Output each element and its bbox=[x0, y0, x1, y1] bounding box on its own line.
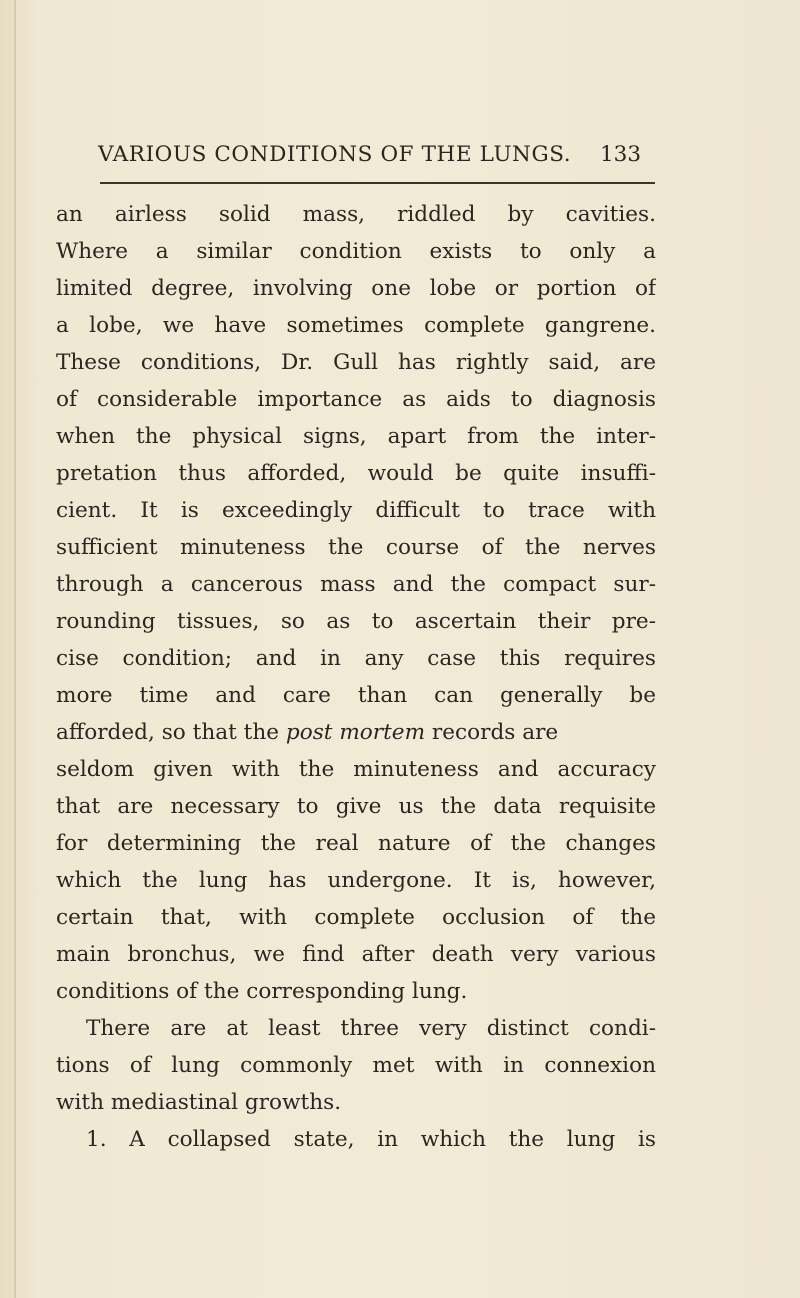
text-line: for determining the real nature of the changes bbox=[56, 831, 656, 856]
text-line: certain that, with complete occlusion of the bbox=[56, 905, 656, 930]
text-line: pretation thus afforded, would be quite insuffi- bbox=[56, 461, 656, 486]
text-line: main bronchus, we find after death very various bbox=[56, 942, 656, 967]
text-line: an airless solid mass, riddled by cavities. bbox=[56, 202, 656, 227]
text-line: conditions of the corresponding lung. bbox=[56, 979, 468, 1004]
text-line: seldom given with the minuteness and accuracy bbox=[56, 757, 656, 782]
text-line: more time and care than can generally be bbox=[56, 683, 656, 708]
text-line: of considerable importance as aids to diagnosis bbox=[56, 387, 656, 412]
text-line: when the physical signs, apart from the inter- bbox=[56, 424, 656, 449]
text-line: that are necessary to give us the data requisite bbox=[56, 794, 656, 819]
page-number: 133 bbox=[600, 142, 642, 167]
text-line: sufficient minuteness the course of the nerves bbox=[56, 535, 656, 560]
body-text bbox=[56, 196, 656, 1158]
text-line: through a cancerous mass and the compact sur- bbox=[56, 572, 656, 597]
text-line: tions of lung commonly met with in connexion bbox=[56, 1053, 656, 1078]
text-segment: afforded, so that the bbox=[56, 720, 286, 745]
text-line: These conditions, Dr. Gull has rightly said, are bbox=[56, 350, 656, 375]
running-head bbox=[98, 142, 658, 172]
text-line: a lobe, we have sometimes complete gangrene. bbox=[56, 313, 656, 338]
text-line: limited degree, involving one lobe or portion of bbox=[56, 276, 656, 301]
header-rule bbox=[100, 182, 655, 184]
italic-phrase: post mortem bbox=[285, 720, 426, 745]
text-line: rounding tissues, so as to ascertain their pre- bbox=[56, 609, 656, 634]
text-line-with-italic bbox=[56, 714, 656, 751]
text-line: There are at least three very distinct condi- bbox=[86, 1016, 656, 1041]
text-line: with mediastinal growths. bbox=[56, 1090, 342, 1115]
text-line: Where a similar condition exists to only a bbox=[56, 239, 656, 264]
text-line: cise condition; and in any case this requires bbox=[56, 646, 656, 671]
text-segment: records are bbox=[425, 720, 559, 745]
text-line: cient. It is exceedingly difficult to trace with bbox=[56, 498, 656, 523]
text-line: which the lung has undergone. It is, however, bbox=[56, 868, 656, 893]
page-gutter bbox=[14, 0, 16, 1298]
text-line: 1. A collapsed state, in which the lung is bbox=[86, 1127, 656, 1152]
running-title: VARIOUS CONDITIONS OF THE LUNGS. bbox=[98, 142, 572, 167]
